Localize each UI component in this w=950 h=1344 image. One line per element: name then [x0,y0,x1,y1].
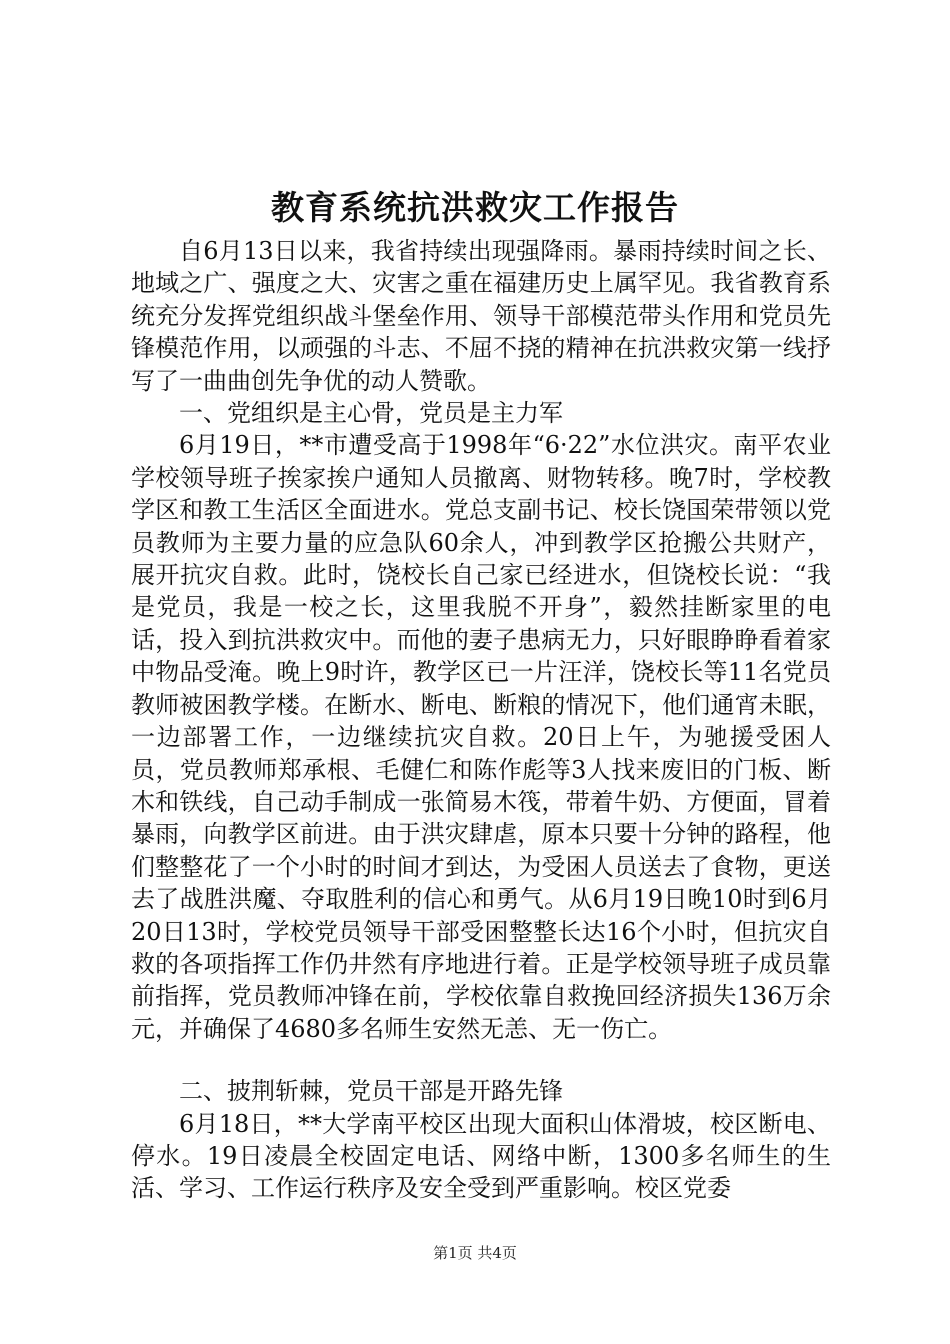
section-2-heading: 二、披荆斩棘，党员干部是开路先锋 [179,1077,563,1106]
section-2-paragraph: 6月18日，**大学南平校区出现大面积山体滑坡，校区断电、停水。19日凌晨全校固定电话、网络中断，1300多名师生的生活、学习、工作运行秩序及安全受到严重影响。校区党委 [131,1109,831,1203]
section-1-heading: 一、党组织是主心骨，党员是主力军 [179,399,563,428]
document-body [131,235,831,1205]
page-number-footer: 第1页 共4页 [433,1244,517,1262]
document-title: 教育系统抗洪救灾工作报告 [271,188,679,227]
section-1-paragraph: 6月19日，**市遭受高于1998年“6·22”水位洪灾。南平农业学校领导班子挨家挨户通知人员撤离、财物转移。晚7时，学校教学区和教工生活区全面进水。党总支副书记、校长饶国荣带领以党员教师为主要力量的应急队60余人，冲到教学区抢搬公共财产，展开抗灾自救。此时，饶校长自己家已经进水，但饶校长说：“我是党员，我是一校之长，这里我脱不开身”，毅然挂断家里的电话，投入到抗洪救灾中。而他的妻子患病无力，只好眼睁睁看着家中物品受淹。晚上9时许，教学区已一片汪洋，饶校长等11名党员教师被困教学楼。在断水、断电、断粮的情况下，他们通宵未眠，一边部署工作，一边继续抗灾自救。20日上午，为驰援受困人员，党员教师郑承根、毛健仁和陈作彪等3人找来废旧的门板、断木和铁线，自己动手制成一张简易木筏，带着牛奶、方便面，冒着暴雨，向教学区前进。由于洪灾肆虐，原本只要十分钟的路程，他们整整花了一个小时的时间才到达，为受困人员送去了食物，更送去了战胜洪魔、夺取胜利的信心和勇气。从6月19日晚10时到6月20日13时，学校党员领导干部受困整整长达16个小时，但抗灾自救的各项指挥工作仍井然有序地进行着。正是学校领导班子成员靠前指挥，党员教师冲锋在前，学校依靠自救挽回经济损失136万余元，并确保了4680多名师生安然无恙、无一伤亡。 [131,431,831,1043]
intro-paragraph: 自6月13日以来，我省持续出现强降雨。暴雨持续时间之长、地域之广、强度之大、灾害之重在福建历史上属罕见。我省教育系统充分发挥党组织战斗堡垒作用、领导干部模范带头作用和党员先锋模范作用，以顽强的斗志、不屈不挠的精神在抗洪救灾第一线抒写了一曲曲创先争优的动人赞歌。 [131,237,831,395]
paragraph-spacer [131,1045,831,1075]
